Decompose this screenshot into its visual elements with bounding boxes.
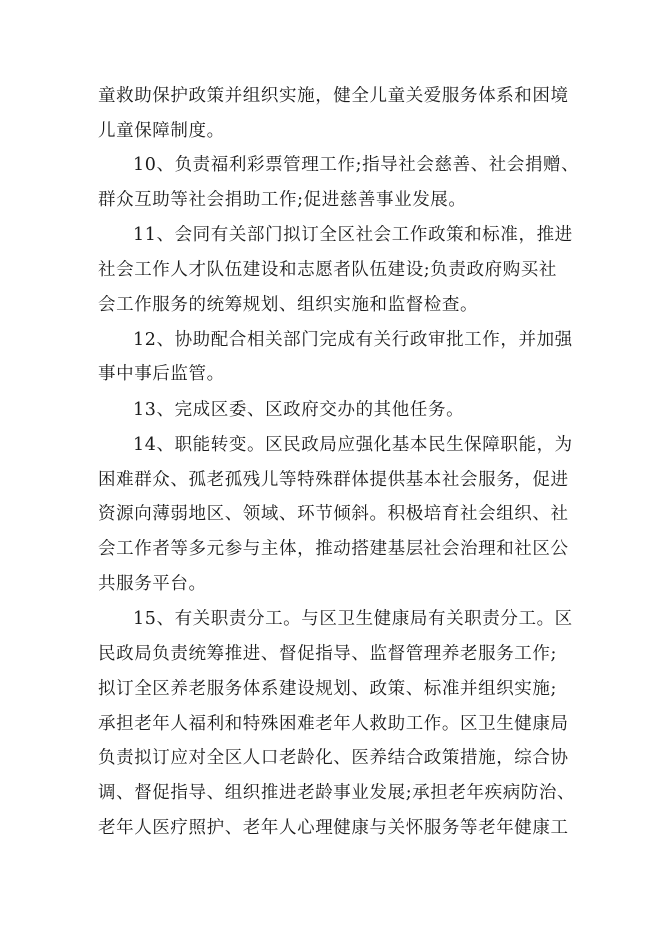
text-line: 群众互助等社会捐助工作;促进慈善事业发展。 (98, 190, 467, 210)
text-line: 共服务平台。 (98, 574, 207, 594)
text-line: 14、职能转变。区民政局应强化基本民生保障职能，为 (133, 435, 573, 455)
text-line: 12、协助配合相关部门完成有关行政审批工作，并加强 (133, 330, 573, 350)
text-line: 童救助保护政策并组织实施，健全儿童关爱服务体系和困境 (98, 86, 569, 106)
text-line: 老年人医疗照护、老年人心理健康与关怀服务等老年健康工 (98, 818, 569, 838)
text-line: 困难群众、孤老孤残儿等特殊群体提供基本社会服务，促进 (98, 470, 569, 490)
text-line: 负责拟订应对全区人口老龄化、医养结合政策措施，综合协 (98, 748, 569, 768)
text-line: 会工作者等多元参与主体，推动搭建基层社会治理和社区公 (98, 539, 569, 559)
text-line: 调、督促指导、组织推进老龄事业发展;承担老年疾病防治、 (98, 783, 576, 803)
text-line: 会工作服务的统筹规划、组织实施和监督检查。 (98, 295, 479, 315)
text-line: 民政局负责统筹推进、督促指导、监督管理养老服务工作; (98, 644, 557, 664)
text-line: 儿童保障制度。 (98, 121, 225, 141)
text-line: 15、有关职责分工。与区卫生健康局有关职责分工。区 (133, 609, 573, 629)
text-line: 11、会同有关部门拟订全区社会工作政策和标准，推进 (133, 225, 573, 245)
text-line: 承担老年人福利和特殊困难老年人救助工作。区卫生健康局 (98, 714, 569, 734)
text-line: 10、负责福利彩票管理工作;指导社会慈善、社会捐赠、 (133, 155, 580, 175)
text-line: 拟订全区养老服务体系建设规划、政策、标准并组织实施; (98, 679, 557, 699)
text-line: 事中事后监管。 (98, 364, 225, 384)
text-line: 社会工作人才队伍建设和志愿者队伍建设;负责政府购买社 (98, 260, 557, 280)
text-line: 资源向薄弱地区、领域、环节倾斜。积极培育社会组织、社 (98, 504, 569, 524)
text-line: 13、完成区委、区政府交办的其他任务。 (133, 400, 465, 420)
